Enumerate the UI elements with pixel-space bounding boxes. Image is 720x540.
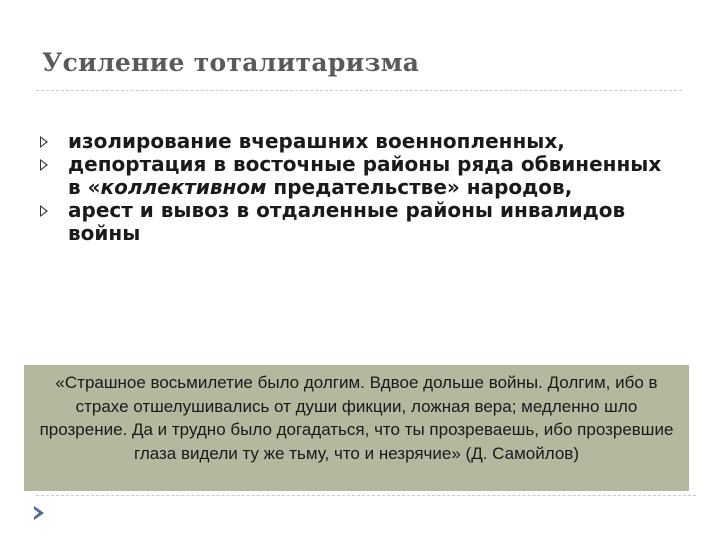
title-divider [36,90,682,91]
bullet-text: изолирование вчерашних военнопленных, [68,129,565,153]
bullet-text: арест и вывоз в отдаленные районы инвалидов войны [68,198,626,245]
slide-title: Усиление тоталитаризма [42,48,420,77]
quote-text: «Страшное восьмилетие было долгим. Вдвое дольше войны. Долгим, ибо в страхе отшелушивались от души фикции, ложная вера; медленно шло прозрение. Да и трудно было догадаться, что ты прозреваешь, ибо прозревшие глаза видели ту же тьму, что и незрячие» (Д. Самойлов) [39,373,674,463]
triangle-bullet-icon [40,159,48,171]
bullet-item [40,153,680,199]
triangle-bullet-icon [40,205,48,217]
bullet-text: предательстве» народов, [266,175,573,199]
bullet-item [40,199,680,245]
quote-box [24,365,689,491]
bullet-text-emphasis: коллективном [100,175,267,199]
bullet-list [40,130,680,245]
footer-divider [36,495,696,496]
triangle-bullet-icon [40,136,48,148]
bullet-item [40,130,680,153]
bullet-text: депортация в восточные районы ряда обвиненных в « [68,152,662,199]
